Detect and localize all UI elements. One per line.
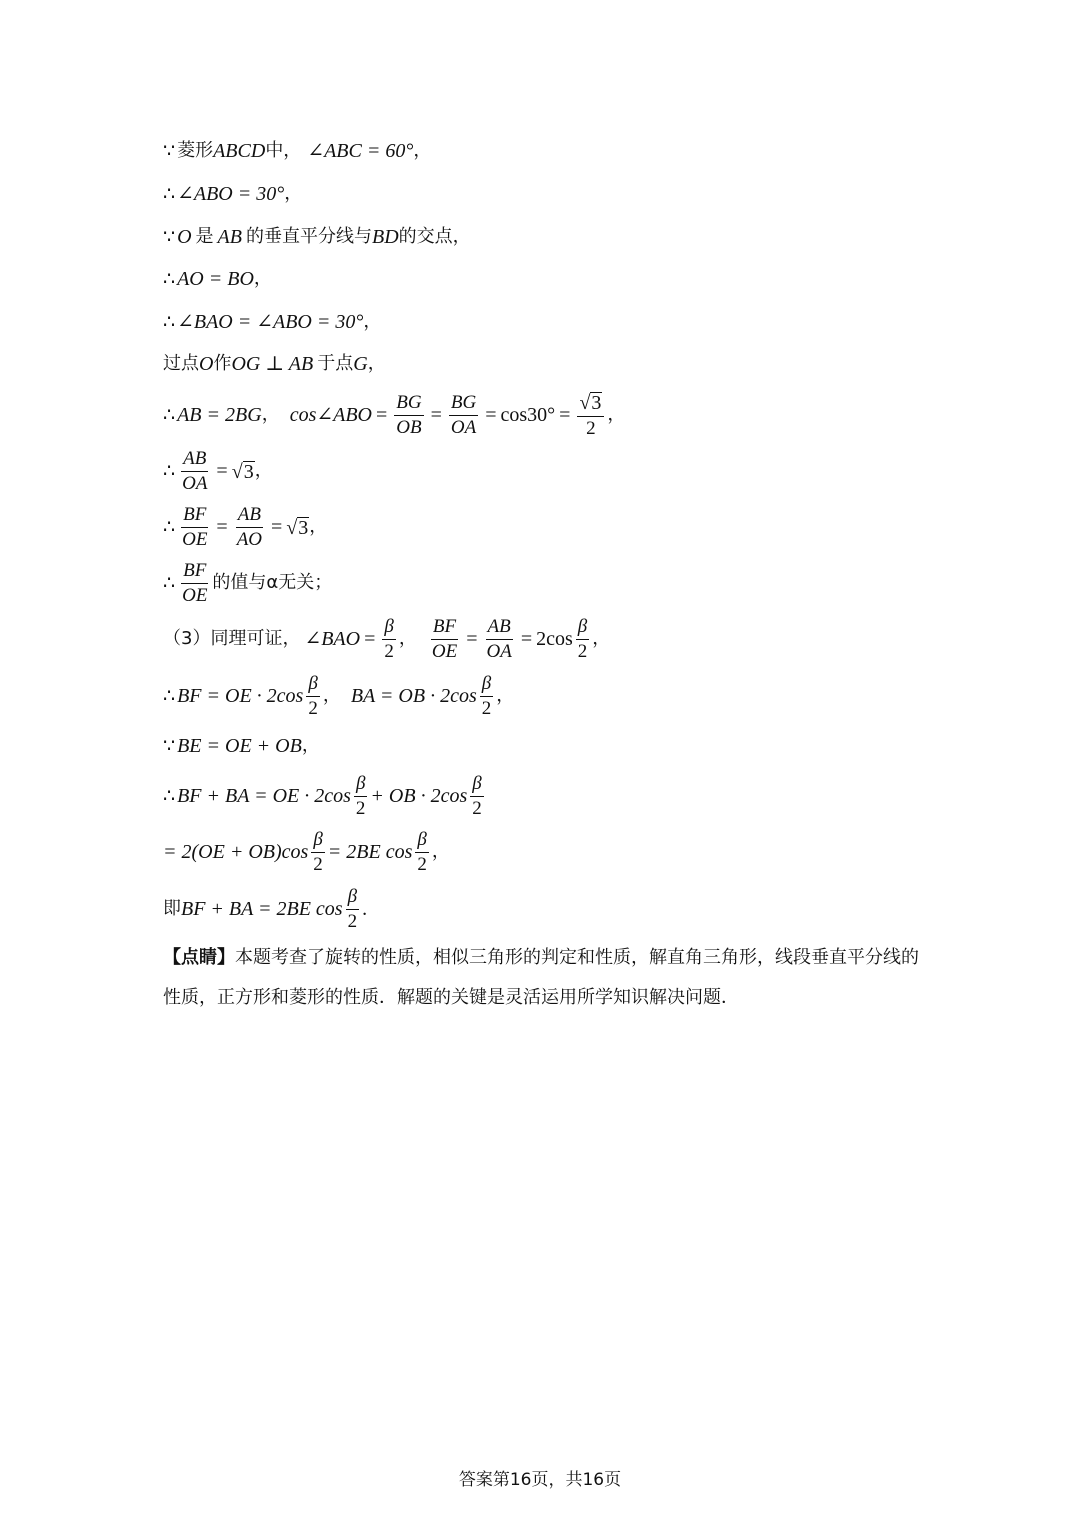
equals-sign: =: [485, 404, 497, 427]
comment-text: 本题考查了旋转的性质，相似三角形的判定和性质，解直角三角形，线段垂直平分线的性质，正方形和菱形的性质．解题的关键是灵活运用所学知识解决问题．: [163, 947, 919, 1008]
denominator: OA: [450, 416, 477, 438]
step-text: 于点: [317, 353, 354, 374]
math-expr: O: [199, 353, 214, 375]
radical-sign: √: [579, 392, 591, 414]
denominator: OE: [182, 584, 208, 606]
fraction-bf-oe: [180, 505, 209, 550]
math-expr: cos30°: [500, 404, 556, 427]
math-expr: + OB · 2cos: [370, 785, 468, 808]
numerator: AB: [236, 505, 263, 528]
denominator: 2: [577, 640, 588, 662]
fraction-bf-oe: [180, 561, 209, 606]
numerator: [577, 392, 604, 417]
numerator: BG: [394, 393, 423, 416]
denominator: 2: [313, 853, 323, 875]
denominator: OE: [182, 528, 208, 550]
step-angle-bao: [163, 312, 381, 332]
therefore-symbol: ∴: [163, 459, 176, 482]
punct: ，: [322, 685, 341, 707]
punct: .: [362, 898, 368, 921]
punct: ，: [398, 628, 417, 650]
step-text: （3）同理可证，: [163, 628, 301, 650]
numerator: β: [382, 617, 395, 640]
fraction-bg-oa: [449, 393, 478, 438]
math-expr: cos∠ABO: [289, 404, 372, 427]
fraction-ab-oa: [180, 449, 209, 494]
numerator: β: [346, 887, 359, 910]
fraction-beta-over-2: [415, 830, 429, 875]
sqrt: [286, 517, 309, 538]
numerator: β: [306, 674, 319, 697]
therefore-symbol: ∴: [163, 267, 176, 290]
step-independent-of-alpha: [163, 561, 332, 606]
step-part3-similar: [163, 617, 610, 662]
step-text: 是: [195, 226, 214, 247]
punct: ，: [301, 735, 320, 756]
math-expr: BA = OB · 2cos: [350, 685, 477, 708]
radicand: 3: [243, 460, 254, 483]
therefore-symbol: ∴: [163, 784, 176, 807]
numerator: BF: [181, 505, 208, 528]
step-text: 过点: [163, 353, 199, 374]
punct: ，: [284, 183, 303, 204]
because-symbol: ∵: [163, 139, 176, 162]
fraction-beta-over-2: [346, 887, 360, 932]
denominator: 2: [417, 853, 427, 875]
numerator: BG: [449, 393, 478, 416]
therefore-symbol: ∴: [163, 515, 176, 538]
numerator: AB: [181, 449, 208, 472]
math-expr: BE = OE + OB: [177, 735, 302, 757]
equals-sign: =: [375, 404, 388, 427]
denominator: OE: [431, 640, 458, 662]
therefore-symbol: ∴: [163, 571, 176, 594]
comment-label: 【点睛】: [163, 947, 235, 968]
denominator: 2: [481, 697, 492, 719]
step-ao-equals-bo: [163, 269, 272, 289]
denominator: OB: [396, 416, 422, 438]
step-text: 的交点，: [398, 226, 471, 247]
step-text: 作: [213, 353, 232, 374]
punct: ，: [607, 404, 626, 426]
denominator: AO: [236, 528, 263, 550]
punct: ，: [496, 685, 515, 707]
math-expr: BF + BA = 2BE cos: [181, 898, 343, 921]
fraction-beta-over-2: [480, 674, 494, 719]
math-expr: = 2(OE + OB)cos: [163, 841, 309, 864]
equals-sign: =: [520, 628, 533, 651]
step-construct-og: [163, 354, 386, 374]
page-footer: 答案第16页，共16页: [458, 1470, 622, 1490]
math-expr: ∠ABO = 30°: [177, 183, 285, 205]
comment-paragraph: [163, 938, 923, 1018]
sqrt: [232, 461, 255, 482]
numerator: β: [415, 830, 428, 853]
equals-sign: =: [466, 628, 478, 651]
denominator: OA: [182, 472, 208, 494]
fraction-beta-over-2: [576, 617, 590, 662]
denominator: 2: [472, 797, 482, 819]
math-expr: ABCD: [213, 140, 266, 162]
fraction-ab-ao: [235, 505, 264, 550]
radicand: 3: [591, 392, 602, 414]
step-conclusion: [163, 887, 367, 932]
therefore-symbol: ∴: [163, 403, 176, 426]
math-expr: AB = 2BG: [177, 404, 262, 427]
denominator: 2: [355, 797, 366, 819]
equals-sign: =: [430, 404, 442, 427]
therefore-symbol: ∴: [163, 310, 176, 333]
punct: ，: [253, 268, 272, 289]
math-expr: ∠BAO: [304, 628, 361, 651]
numerator: β: [470, 774, 483, 797]
because-symbol: ∵: [163, 225, 176, 248]
step-factor: [163, 830, 450, 875]
math-expr: ∠ABC = 60°: [307, 140, 414, 162]
step-bf-plus-ba: [163, 774, 487, 819]
fraction-beta-over-2: [354, 774, 368, 819]
punct: ，: [431, 841, 450, 863]
radicand: 3: [298, 516, 309, 539]
equals-sign: =: [216, 460, 228, 483]
radical-sign: √: [231, 460, 243, 483]
equals-sign: =: [216, 516, 228, 539]
denominator: 2: [347, 910, 358, 932]
numerator: BF: [181, 561, 208, 584]
numerator: β: [480, 674, 493, 697]
fraction-bf-oe: [430, 617, 459, 662]
punct: ，: [254, 460, 273, 482]
fraction-sqrt3-over-2: [577, 392, 604, 439]
math-expr: O: [177, 226, 192, 248]
equals-sign: =: [271, 516, 283, 539]
denominator: OA: [486, 640, 512, 662]
sqrt: [579, 392, 602, 414]
numerator: β: [354, 774, 367, 797]
denominator: 2: [586, 418, 596, 439]
punct: ，: [413, 140, 432, 161]
step-ab-over-oa: [163, 449, 273, 494]
equals-sign: =: [559, 404, 571, 427]
step-text: 菱形: [177, 140, 214, 161]
step-angle-abo: [163, 184, 302, 204]
punct: ，: [309, 516, 328, 538]
math-expr: AO = BO: [177, 268, 254, 290]
fraction-beta-over-2: [311, 830, 325, 875]
step-bf-ba-expressions: [163, 674, 514, 719]
step-rhombus-given: [163, 141, 431, 161]
numerator: β: [311, 830, 324, 853]
math-expr: BF = OE · 2cos: [177, 685, 304, 708]
fraction-beta-over-2: [382, 617, 396, 662]
step-text: 即: [163, 898, 181, 920]
math-expr: BF + BA = OE · 2cos: [177, 785, 351, 808]
therefore-symbol: ∴: [163, 182, 176, 205]
punct: ，: [261, 404, 280, 426]
because-symbol: ∵: [163, 734, 176, 757]
fraction-ab-oa: [484, 617, 513, 662]
fraction-bg-ob: [394, 393, 423, 438]
punct: ，: [367, 353, 386, 374]
step-text: 的垂直平分线与: [245, 226, 372, 247]
step-bf-over-oe: [163, 505, 327, 550]
fraction-beta-over-2: [470, 774, 484, 819]
step-be-sum: [163, 736, 320, 756]
step-text: 的值与α无关；: [212, 572, 333, 594]
fraction-beta-over-2: [306, 674, 320, 719]
radical-sign: √: [286, 516, 298, 539]
therefore-symbol: ∴: [163, 684, 176, 707]
punct: ，: [592, 628, 611, 650]
numerator: β: [576, 617, 589, 640]
math-expr: AB: [217, 226, 242, 248]
numerator: BF: [431, 617, 458, 640]
numerator: AB: [486, 617, 513, 640]
math-expr: OG ⊥ AB: [231, 353, 314, 375]
denominator: 2: [384, 640, 394, 662]
denominator: 2: [308, 697, 318, 719]
punct: ，: [363, 311, 382, 332]
math-expr: G: [353, 353, 368, 375]
step-perpendicular-bisector: [163, 227, 471, 247]
step-text: 中，: [265, 140, 302, 161]
equals-sign: =: [364, 628, 376, 651]
math-expr: ∠BAO = ∠ABO = 30°: [177, 311, 364, 333]
math-expr: BD: [371, 226, 399, 248]
math-expr: = 2BE cos: [327, 841, 413, 864]
step-cos-abo: [163, 392, 625, 439]
math-expr: 2cos: [536, 628, 573, 651]
